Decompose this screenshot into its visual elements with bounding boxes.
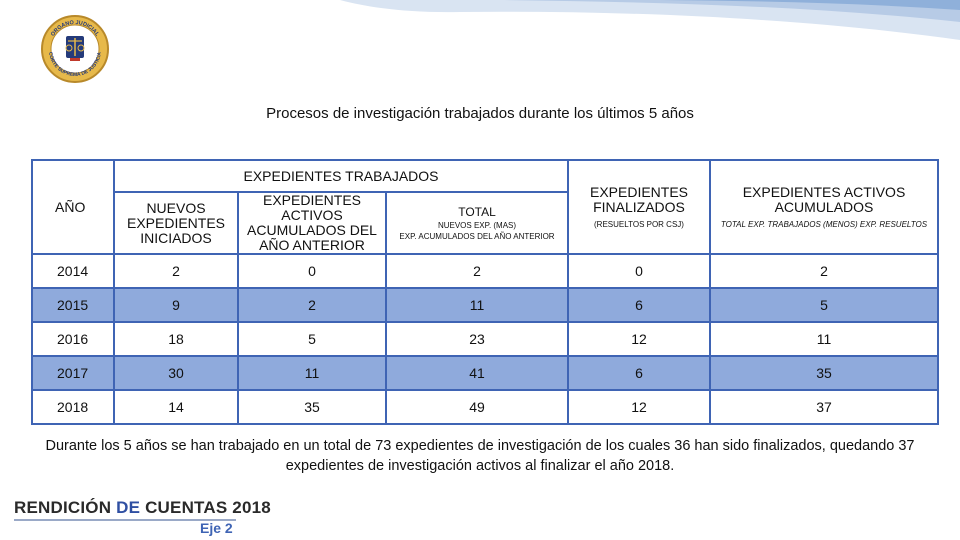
acumulados-cell: 37 [710,390,938,424]
acumulados-cell: 11 [710,322,938,356]
anteriores-cell: 11 [238,356,386,390]
eje-label: Eje 2 [200,520,233,536]
expedientes-table [31,159,939,425]
logo-top-text: ORGANO JUDICIAL [50,19,100,38]
nuevos-column-header: NUEVOS EXPEDIENTES INICIADOS [114,192,238,254]
finalizados-cell: 12 [568,322,710,356]
header-swoosh-decoration [340,0,960,90]
total-note-1: NUEVOS EXP. (MAS) [437,220,517,230]
table-row [32,356,938,390]
organo-judicial-seal-logo [40,14,110,84]
total-cell: 2 [386,254,568,288]
acumulados-cell: 2 [710,254,938,288]
table-row [32,254,938,288]
nuevos-cell: 18 [114,322,238,356]
year-cell: 2014 [32,254,114,288]
finalizados-note: (RESUELTOS POR CSJ) [594,219,684,229]
year-cell: 2016 [32,322,114,356]
table-row [32,288,938,322]
total-cell: 11 [386,288,568,322]
total-cell: 23 [386,322,568,356]
expedientes-trabajados-group-header: EXPEDIENTES TRABAJADOS [114,160,568,192]
table-row [32,390,938,424]
activos-anterior-column-header: EXPEDIENTES ACTIVOS ACUMULADOS DEL AÑO ANTERIOR [238,192,386,254]
finalizados-label: EXPEDIENTES FINALIZADOS [589,183,689,215]
total-cell: 41 [386,356,568,390]
brand-part-3: CUENTAS 2018 [145,498,271,517]
slide-title: Procesos de investigación trabajados durante los últimos 5 años [266,105,694,122]
nuevos-cell: 30 [114,356,238,390]
anteriores-cell: 35 [238,390,386,424]
year-column-header: AÑO [32,160,114,254]
summary-paragraph: Durante los 5 años se han trabajado en un total de 73 expedientes de investigación de los cuales 36 han sido finalizados, quedando 37 expedientes de investigación activos al finalizar el año 2018. [45,438,915,474]
acumulados-cell: 5 [710,288,938,322]
acumulados-label: EXPEDIENTES ACTIVOS ACUMULADOS [742,183,906,215]
rendicion-de-cuentas-brand [14,498,271,518]
year-cell: 2017 [32,356,114,390]
total-cell: 49 [386,390,568,424]
anteriores-cell: 5 [238,322,386,356]
logo-bottom-text: CORTE SUPREMA DE JUSTICIA [47,51,103,79]
finalizados-column-header [568,160,710,254]
nuevos-cell: 14 [114,390,238,424]
nuevos-cell: 9 [114,288,238,322]
finalizados-cell: 6 [568,288,710,322]
anteriores-cell: 0 [238,254,386,288]
table-row [32,322,938,356]
year-cell: 2015 [32,288,114,322]
total-label: TOTAL [458,204,496,219]
brand-part-2: DE [116,498,146,517]
brand-part-1: RENDICIÓN [14,498,117,517]
nuevos-cell: 2 [114,254,238,288]
finalizados-cell: 0 [568,254,710,288]
acumulados-cell: 35 [710,356,938,390]
total-note-2: EXP. ACUMULADOS DEL AÑO ANTERIOR [399,231,555,241]
finalizados-cell: 6 [568,356,710,390]
anteriores-cell: 2 [238,288,386,322]
year-cell: 2018 [32,390,114,424]
acumulados-column-header [710,160,938,254]
finalizados-cell: 12 [568,390,710,424]
total-column-header [386,192,568,254]
acumulados-note: TOTAL EXP. TRABAJADOS (MENOS) EXP. RESUELTOS [720,219,928,229]
